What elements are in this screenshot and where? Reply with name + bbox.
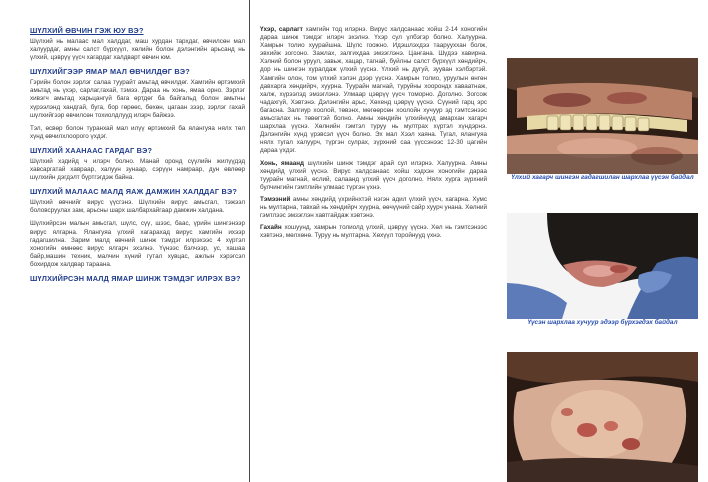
heading-symptoms: ШҮЛХИЙРСЭН МАЛД ЯМАР ШИНЖ ТЭМДЭГ ИЛРЭХ ВЭ? — [30, 273, 241, 283]
photo-cattle-mouth-lesions — [507, 58, 698, 174]
camel-text: амны хөндийд үхрийнхтэй нэгэн адил үлхий үүсч, хагарна. Хумс нь мултарна, тавхай нь хөндийрч хуурна, өөчүүний сайр хуурч унана. Хөлний гэмтлээс эмзэглэн хавтгайдаж хэвтэнэ. — [260, 195, 488, 220]
heading-when-occurs: ШҮЛХИЙ ХААНААС ГАРДАГ ВЭ? — [30, 145, 153, 155]
paragraph-camel-symptoms — [260, 196, 487, 220]
sheep-lead: Хонь, ямаанд — [260, 159, 305, 167]
pig-snout-illustration — [507, 352, 698, 482]
paragraph-what-is-fmd: Шүлхий нь малаас мал халддаг, маш хурдан тархдаг, өвчилсөн мал халуурдаг, амны салст бүрхүүл, хөлийн болон дэлэнгийн арьсанд нь үлхий, цэврүү үүсч хагардаг халдварт өвчин юм. — [30, 38, 245, 62]
paragraph-young-animals: Тэл, өсвөр болон туранхай мал илүү өртэмхий ба ялангуяа нялх төл хүнд өвчилхлоорого үхдэг. — [30, 124, 245, 140]
cattle-text: хамгийн тод илэрнэ. Вирус халдсанаас хойш 2-14 хоногийн дараа шинж тэмдэг илэрч эхэлнэ. Үхэр сул үлбэгэр болно. Халуурна. Хамрын толио хуурайшна. Шүлс гоожно. Идэшлэхдээ таарууххан болж, эвхийж зогсоно. Зажлах, залгихдаа эмзэглэнэ. Цангана. Шүдээ хавирна. Хэлний болон уруул, завьж, хацар, тагнай, буйлны салст бүрхүүл хөндийрч, дор нь шингэн хуралдаж үлхий үүснэ. Үлхий нь дугуй, зууван хэлбэртэй. Хамгийн олон, том үлхий хэлэн дээр үүснэ. Хамрын толио, уруулын өнгөн давхарга хөндийрч, хуурна. Туурайн магнай, туруйны хоорондх хаваатнаж, халж, хүрээлэд эмзэглэнэ. Улмаар цэврүү үүсч томорно. Доголно. Зогсож чадахгүй, Хэвтэнэ. Дэлэнгийн арьс, Хөхенд цэврүү үүснэ. Сүүний гарц эрс багасна. Залгиур хоолой, төвэнх, мөгөөрсөн хоолойн хучуур эд гэмтсэнээс амьсгалах нь төвөгтэй болно. Амны хөндийн үлхийнүүд амархан хагарч шархлаа үүснэ. Хөлнийн гэмтэл туруу нь мултрах хүртэл хүндэрнэ. Дэлэнгийн хүнд үрэвсэл үүсч болно. Эх мал Хээл хаяна. Тугал, ялангуяа нялх тугал халуурч, түргэн сулрах, зүрхний саа үүссэнээс 12-30 цагийн дараа үхдэг. — [260, 26, 487, 155]
paragraph-affected-animals: Гэрийн болон зэрлэг салаа туурайт амьтад өвчилдөг. Хамгийн өртэмхий амьтад нь үхэр, сарлаг,гахай, тэмээ. Дараа нь хонь, ямаа орно. Зэрлэг хивэгч амьтад харьцангүй бага өртдөг ба байгальд болон амьтны хүрээлэнд хандгай, буга, бор гөрөөс, бөхөн, цагаан зээр, зэрлэг гахай шүлхийгээр өвчилсөн тохиолдлууд илэрч байжээ. — [30, 79, 245, 119]
camel-lead: Тэмээний — [260, 195, 291, 203]
heading-what-is-fmd: ШҮЛХИЙ ӨВЧИН ГЭЖ ЮУ ВЭ? — [30, 26, 144, 35]
brochure-column-middle — [250, 0, 495, 482]
cattle-lead: Үхэр, сарлагт — [260, 26, 303, 33]
paragraph-transmission-1: Шүлхий өвчнийг вирус үүсгэнэ. Шүлхийн вирус амьсгал, тэжээл боловсруулах зам, арьсны шарх шалбархайгаар дамжин халдана. — [30, 199, 245, 215]
photo-pig-snout-lesions — [507, 352, 698, 482]
cattle-mouth-illustration — [507, 58, 698, 174]
sheep-text: шүлхийн шинж тэмдэг арай сул илэрнэ. Халуурна. Амны хөндийд үлхий үүснэ. Вирус халдсанаас хойш хэдхэн хоногийн дараа туурайн магнай, өслий, салаанд үлхий үүсч доголно. Нялх хурга зүрхний булчингийн гэмтлийн улмаас түргэн үхнэ. — [260, 159, 487, 191]
caption-photo-2: Үүсэн шархлаа хучуур эдээр бүрхэгдэх байдал — [527, 319, 678, 326]
caption-photo-1: Үлхий хагарч шингэн гадагшилан шархлаа үүсэн байдал — [511, 174, 694, 181]
heading-transmission: ШҮЛХИЙ МАЛААС МАЛД ЯАЖ ДАМЖИН ХАЛДДАГ ВЭ? — [30, 187, 238, 197]
brochure-column-right — [495, 0, 708, 482]
heading-affected-animals: ШҮЛХИЙГЭЭР ЯМАР МАЛ ӨВЧИЛДӨГ ВЭ? — [30, 67, 190, 77]
photo-cattle-lip-examination — [507, 213, 698, 319]
paragraph-when-occurs: Шүлхий хэдийд ч илэрч болно. Манай оронд сүүлийн жилүүдэд хавсаргатай хавраар, халуун зунаар, сэрүүн намраар, дун өвлөөр шүлхийн дэгдэлт бүртгэгдэж байна. — [30, 157, 245, 182]
pig-lead: Гахайн — [260, 224, 282, 232]
brochure-column-left — [0, 0, 250, 482]
paragraph-transmission-2: Шүлхийрсэн малын амьсгал, шүлс, сүү, шээс, баас, үрийн шингэнээр вирус ялгарна. Ялангуяа үлхий хагарахад вирус хамгийн ихээр гадагшилна. Зарим малд өвчний шинж тэмдэг илрэхээс 4 хүртэл хоногийн өмнөөс вирус ялгарч эхэлнэ. Үүнээс бэлчээр, ус, хашаа байр,машин техник, малчин хүний гутал хувцас, ажлын хэрэгсэл бохирдож халдвар тараана. — [30, 220, 245, 268]
paragraph-cattle-symptoms — [260, 26, 487, 156]
pig-text: хошуунд, хамрын толиолд үлхий, цэврүү үүснэ. Хөл нь гэмтсэнээс хэвтэнэ, мөлхөнө. Туруу нь мултарна. Хөхүүл торойнууд үхнэ. — [260, 224, 487, 240]
paragraph-pig-symptoms — [260, 224, 487, 240]
lip-examination-illustration — [507, 213, 698, 319]
paragraph-sheep-symptoms — [260, 160, 487, 192]
